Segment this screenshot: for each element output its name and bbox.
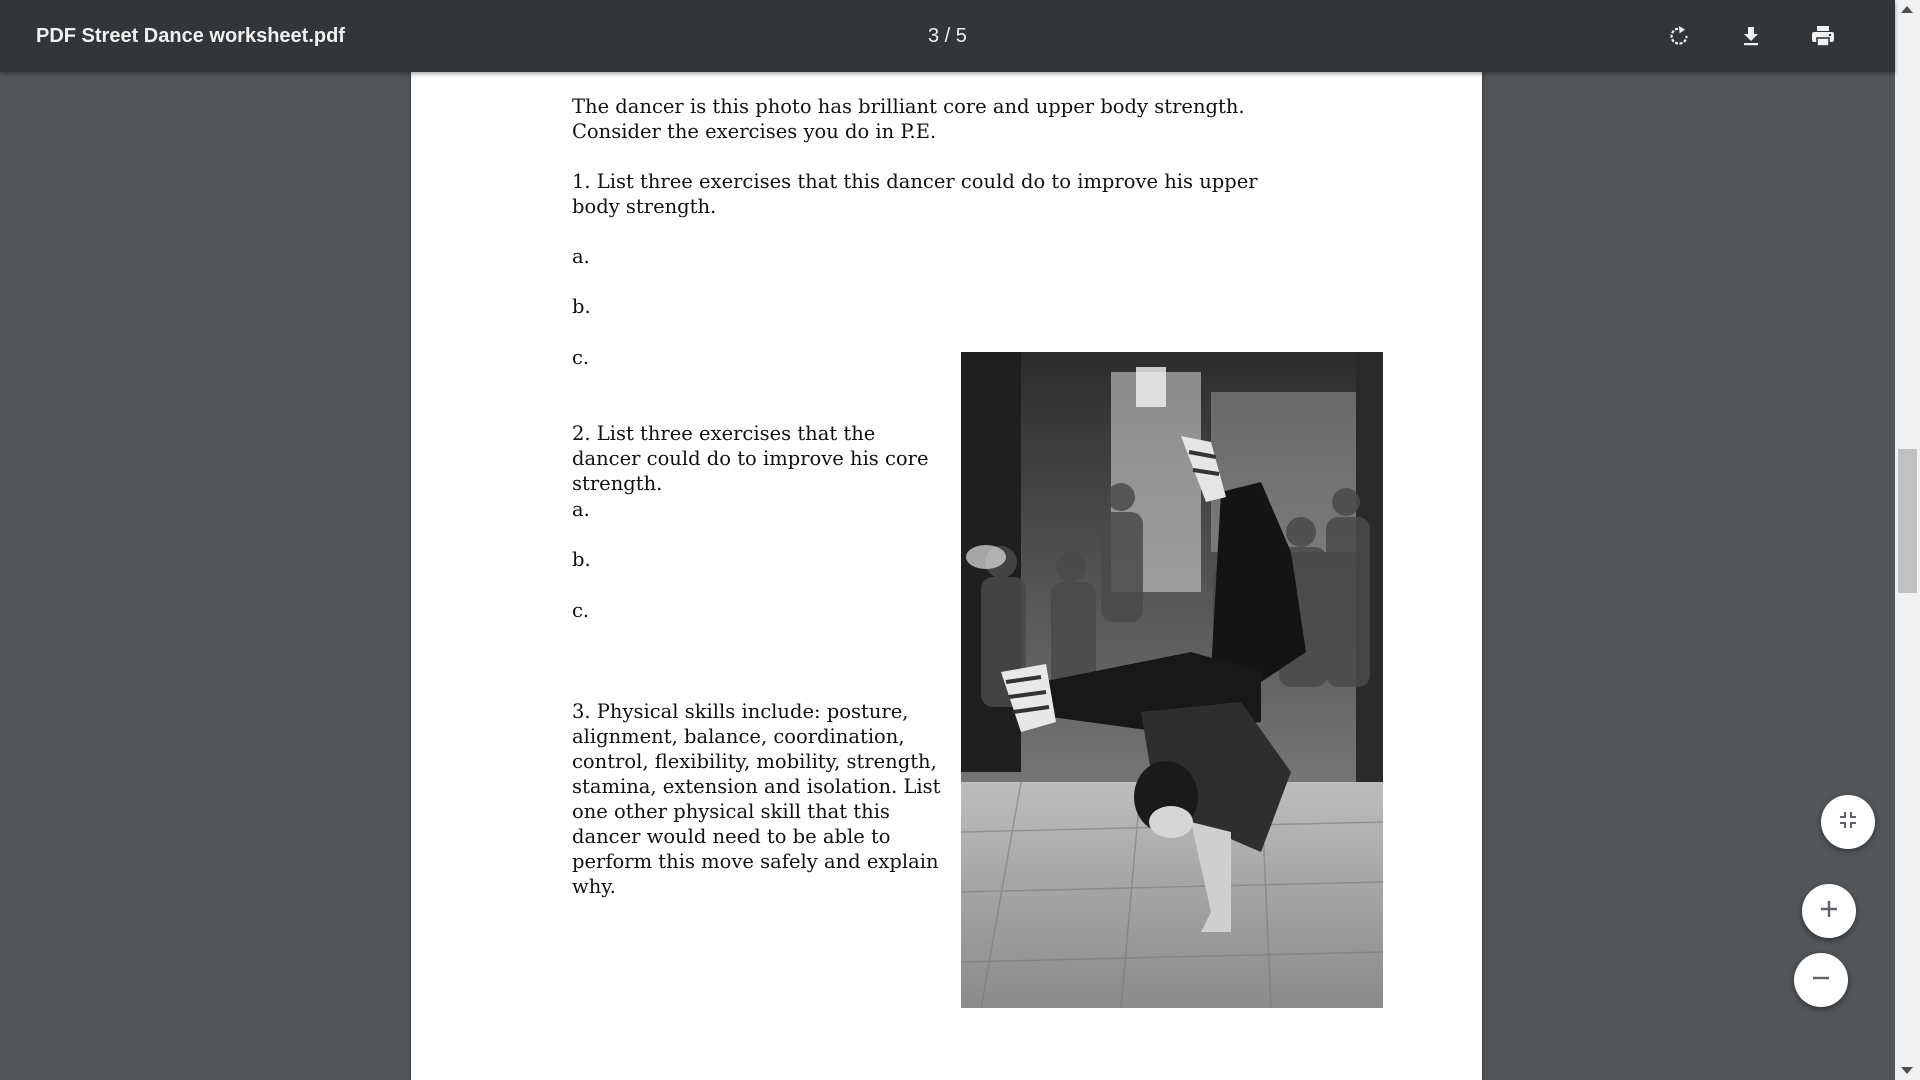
pdf-page bbox=[411, 72, 1482, 1080]
dancer-photo bbox=[961, 352, 1383, 1008]
answer-1a-label: a. bbox=[572, 245, 590, 268]
question-2: 2. List three exercises that the dancer could do to improve his core strength. bbox=[572, 422, 929, 495]
print-icon bbox=[1810, 24, 1836, 48]
question-3: 3. Physical skills include: posture, alignment, balance, coordination, control, flexibility, mobility, strength, stamina, extension and isolation. List one other physical skill that this dancer would need to be able to perform this move safely and explain why. bbox=[572, 700, 941, 898]
document-title: PDF Street Dance worksheet.pdf bbox=[36, 25, 345, 47]
plus-icon bbox=[1818, 898, 1840, 925]
answer-1c-label: c. bbox=[572, 346, 590, 369]
answer-2b-label: b. bbox=[572, 548, 591, 571]
scroll-down-arrow-icon[interactable] bbox=[1901, 1067, 1913, 1074]
download-icon bbox=[1739, 24, 1763, 48]
page-indicator: 3 / 5 bbox=[928, 25, 967, 47]
answer-2a-label: a. bbox=[572, 498, 590, 521]
intro-text: The dancer is this photo has brilliant core and upper body strength. Consider the exercises you do in P.E. bbox=[572, 95, 1245, 143]
document-viewer[interactable] bbox=[0, 72, 1895, 1080]
scroll-up-arrow-icon[interactable] bbox=[1901, 6, 1913, 13]
fit-page-icon bbox=[1837, 809, 1859, 836]
answer-2c-label: c. bbox=[572, 599, 590, 622]
download-button[interactable] bbox=[1731, 16, 1771, 56]
fit-to-page-button[interactable] bbox=[1821, 795, 1875, 849]
scroll-thumb[interactable] bbox=[1898, 449, 1917, 593]
question-1: 1. List three exercises that this dancer could do to improve his upper body strength. bbox=[572, 170, 1258, 218]
answer-1b-label: b. bbox=[572, 295, 591, 318]
rotate-icon bbox=[1667, 24, 1691, 48]
zoom-in-button[interactable] bbox=[1802, 884, 1856, 938]
rotate-button[interactable] bbox=[1659, 16, 1699, 56]
minus-icon bbox=[1810, 967, 1832, 994]
vertical-scrollbar[interactable] bbox=[1895, 0, 1920, 1080]
print-button[interactable] bbox=[1803, 16, 1843, 56]
zoom-out-button[interactable] bbox=[1794, 953, 1848, 1007]
pdf-toolbar bbox=[0, 0, 1895, 72]
